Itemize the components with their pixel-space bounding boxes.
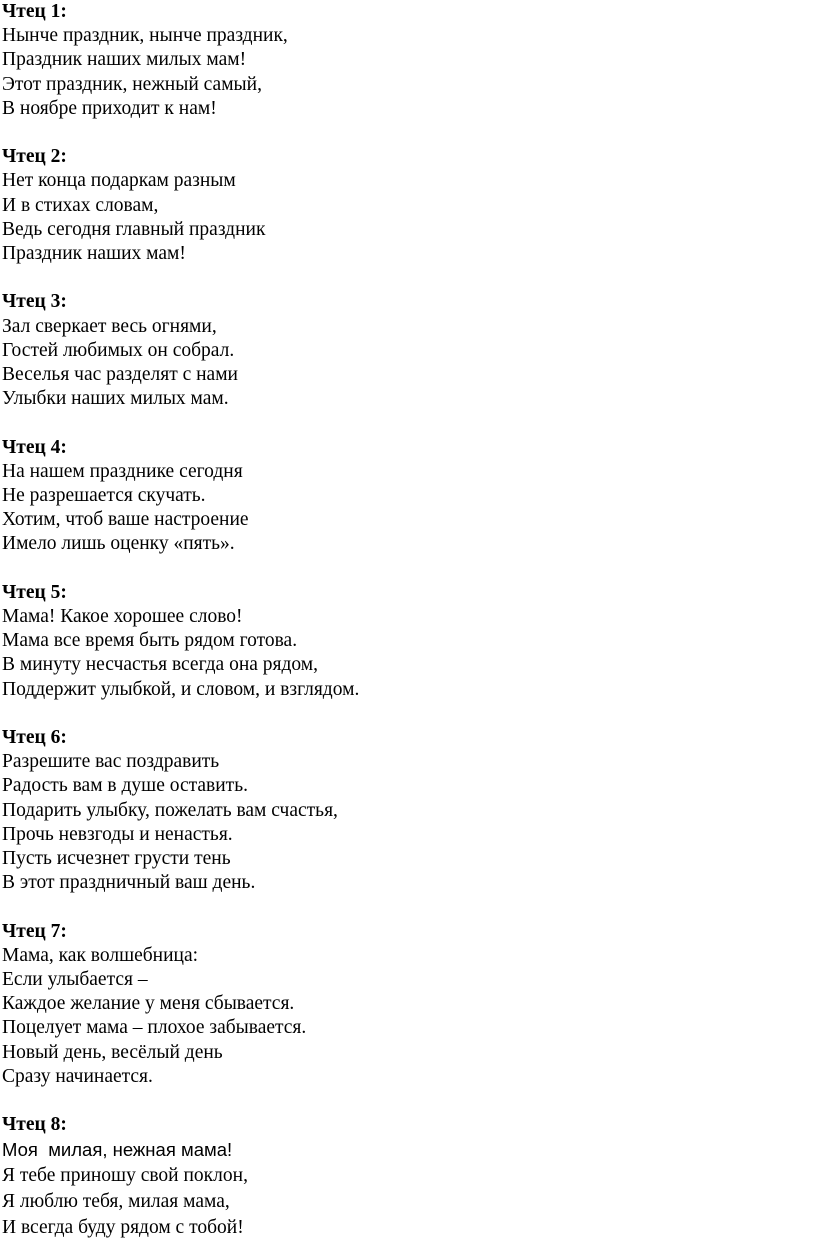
verse-line: Радость вам в душе оставить.	[2, 775, 248, 797]
verse-line: Нынче праздник, нынче праздник,	[2, 25, 288, 47]
stanza-7	[2, 920, 816, 1089]
verse-line: Мама все время быть рядом готова.	[2, 630, 298, 652]
verse-line: Моя милая, нежная мама!	[2, 1139, 233, 1161]
stanza-3	[2, 290, 816, 411]
verse-line: Я тебе приношу свой поклон,	[2, 1165, 248, 1187]
verse-line: Гостей любимых он собрал.	[2, 339, 235, 361]
verse-line: В минуту несчастья всегда она рядом,	[2, 654, 319, 676]
stanza-2	[2, 145, 816, 266]
speaker-label: Чтец 2:	[2, 146, 67, 168]
verse-line: Имело лишь оценку «пять».	[2, 533, 235, 555]
stanza-5	[2, 581, 816, 702]
speaker-label: Чтец 4:	[2, 436, 67, 458]
verse-line: Праздник наших милых мам!	[2, 49, 247, 71]
verse-line: Не разрешается скучать.	[2, 485, 206, 507]
verse-line: И в стихах словам,	[2, 194, 159, 216]
speaker-label: Чтец 7:	[2, 920, 67, 942]
speaker-label: Чтец 8:	[2, 1114, 67, 1136]
verse-line: И всегда буду рядом с тобой!	[2, 1217, 244, 1239]
verse-line: Сразу начинается.	[2, 1065, 153, 1087]
verse-line: Этот праздник, нежный самый,	[2, 73, 262, 95]
verse-line: В этот праздничный ваш день.	[2, 872, 256, 894]
verse-line: Веселья час разделят с нами	[2, 364, 238, 386]
verse-line: Поддержит улыбкой, и словом, и взглядом.	[2, 678, 360, 700]
verse-line: Новый день, весёлый день	[2, 1041, 223, 1063]
stanza-1	[2, 0, 816, 121]
verse-line: Подарить улыбку, пожелать вам счастья,	[2, 799, 338, 821]
verse-line: Праздник наших мам!	[2, 243, 186, 265]
verse-line: Зал сверкает весь огнями,	[2, 315, 217, 337]
verse-line: Мама! Какое хорошее слово!	[2, 606, 243, 628]
stanza-4	[2, 436, 816, 557]
verse-line: Улыбки наших милых мам.	[2, 388, 229, 410]
verse-line: Прочь невзгоды и ненастья.	[2, 823, 233, 845]
verse-line: Если улыбается –	[2, 969, 148, 991]
verse-line: Пусть исчезнет грусти тень	[2, 848, 231, 870]
verse-line: Ведь сегодня главный праздник	[2, 218, 266, 240]
verse-line: Я люблю тебя, милая мама,	[2, 1191, 230, 1213]
speaker-label: Чтец 3:	[2, 291, 67, 313]
speaker-label: Чтец 6:	[2, 727, 67, 749]
stanza-6	[2, 726, 816, 895]
verse-line: Каждое желание у меня сбывается.	[2, 993, 295, 1015]
verse-line: Нет конца подаркам разным	[2, 170, 236, 192]
verse-line: Поцелует мама – плохое забывается.	[2, 1017, 307, 1039]
verse-line: Хотим, чтоб ваше настроение	[2, 509, 249, 531]
verse-line: В ноябре приходит к нам!	[2, 97, 217, 119]
verse-line: На нашем празднике сегодня	[2, 460, 243, 482]
verse-line: Мама, как волшебница:	[2, 944, 199, 966]
stanza-8	[2, 1113, 816, 1241]
speaker-label: Чтец 1:	[2, 1, 67, 22]
speaker-label: Чтец 5:	[2, 581, 67, 603]
verse-line: Разрешите вас поздравить	[2, 751, 220, 773]
